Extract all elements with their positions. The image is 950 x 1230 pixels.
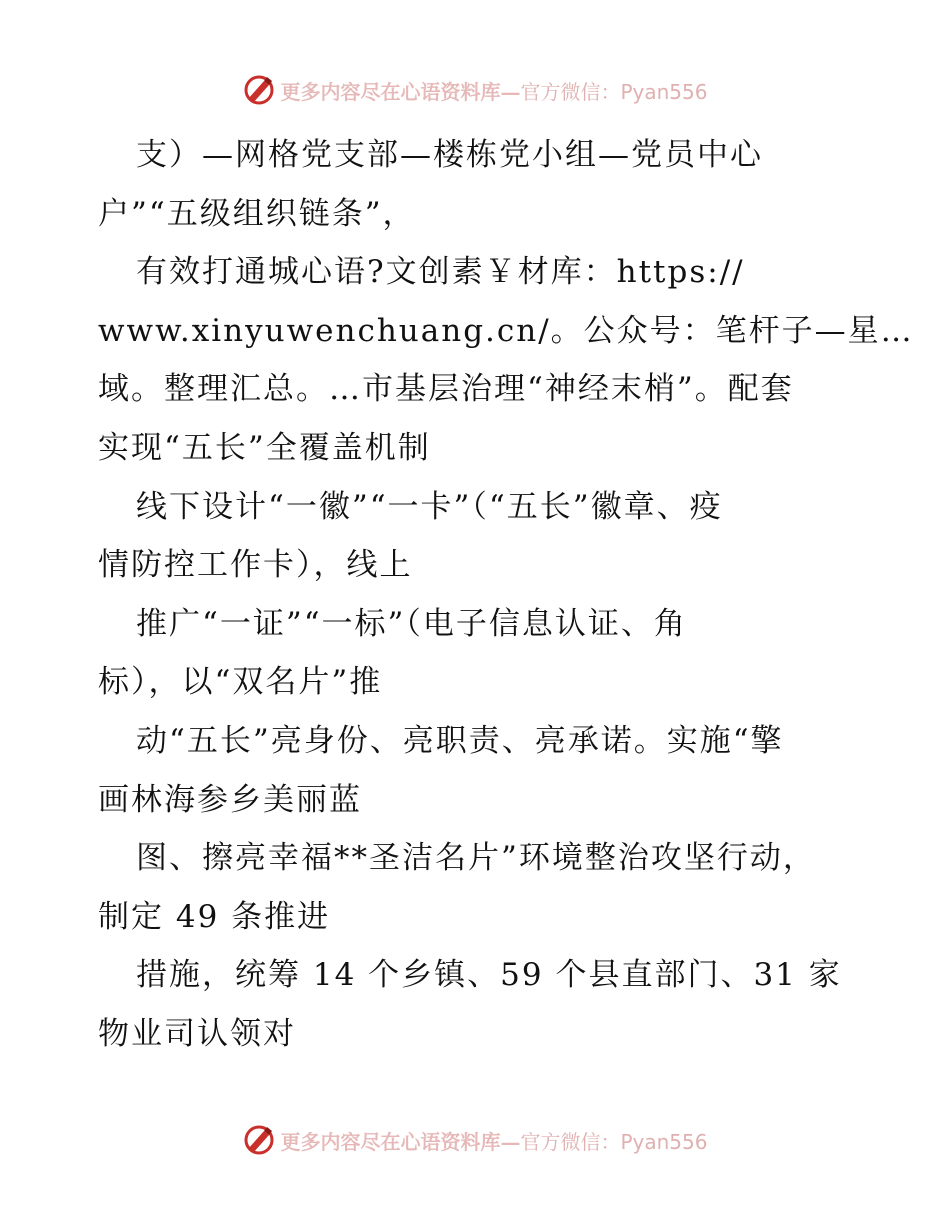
body-line: 画林海参乡美丽蓝 (98, 781, 362, 818)
body-line: 线下设计“一徽”“一卡”（“五长”徽章、疫 (136, 488, 723, 525)
body-line: 域。整理汇总。…市基层治理“神经末梢”。配套 (98, 371, 794, 408)
body-line: 图、擦亮幸福**圣洁名片”环境整治攻坚行动， (136, 840, 816, 877)
body-line: 措施，统筹 14 个乡镇、59 个县直部门、31 家 (136, 957, 842, 994)
body-line: 情防控工作卡），线上 (98, 547, 413, 584)
document-body (98, 126, 914, 1064)
body-line: 制定 49 条推进 (98, 898, 331, 935)
footer-banner-text: 更多内容尽在心语资料库—官方微信：Pyan556 (280, 1129, 708, 1154)
pen-circle-logo-icon (242, 1123, 276, 1157)
body-line: 户”“五级组织链条”， (98, 195, 416, 232)
body-line: www.xinyuwenchuang.cn/。公众号：笔杆子—星… (98, 312, 914, 349)
body-line: 动“五长”亮身份、亮职责、亮承诺。实施“擎 (136, 722, 784, 759)
body-line: 标），以“双名片”推 (98, 664, 383, 701)
header-banner-text: 更多内容尽在心语资料库—官方微信：Pyan556 (280, 79, 708, 104)
body-line: 物业司认领对 (98, 1015, 296, 1052)
body-line: 支）—网格党支部—楼栋党小组—党员中心 (136, 137, 763, 173)
footer-banner (0, 1120, 950, 1160)
pen-circle-logo-icon (242, 73, 276, 107)
body-line: 推广“一证”“一标”（电子信息认证、角 (136, 605, 687, 642)
body-line: 有效打通城心语?文创素￥材库：https:// (136, 254, 745, 291)
body-line: 实现“五长”全覆盖机制 (98, 429, 431, 466)
header-banner (0, 70, 950, 110)
